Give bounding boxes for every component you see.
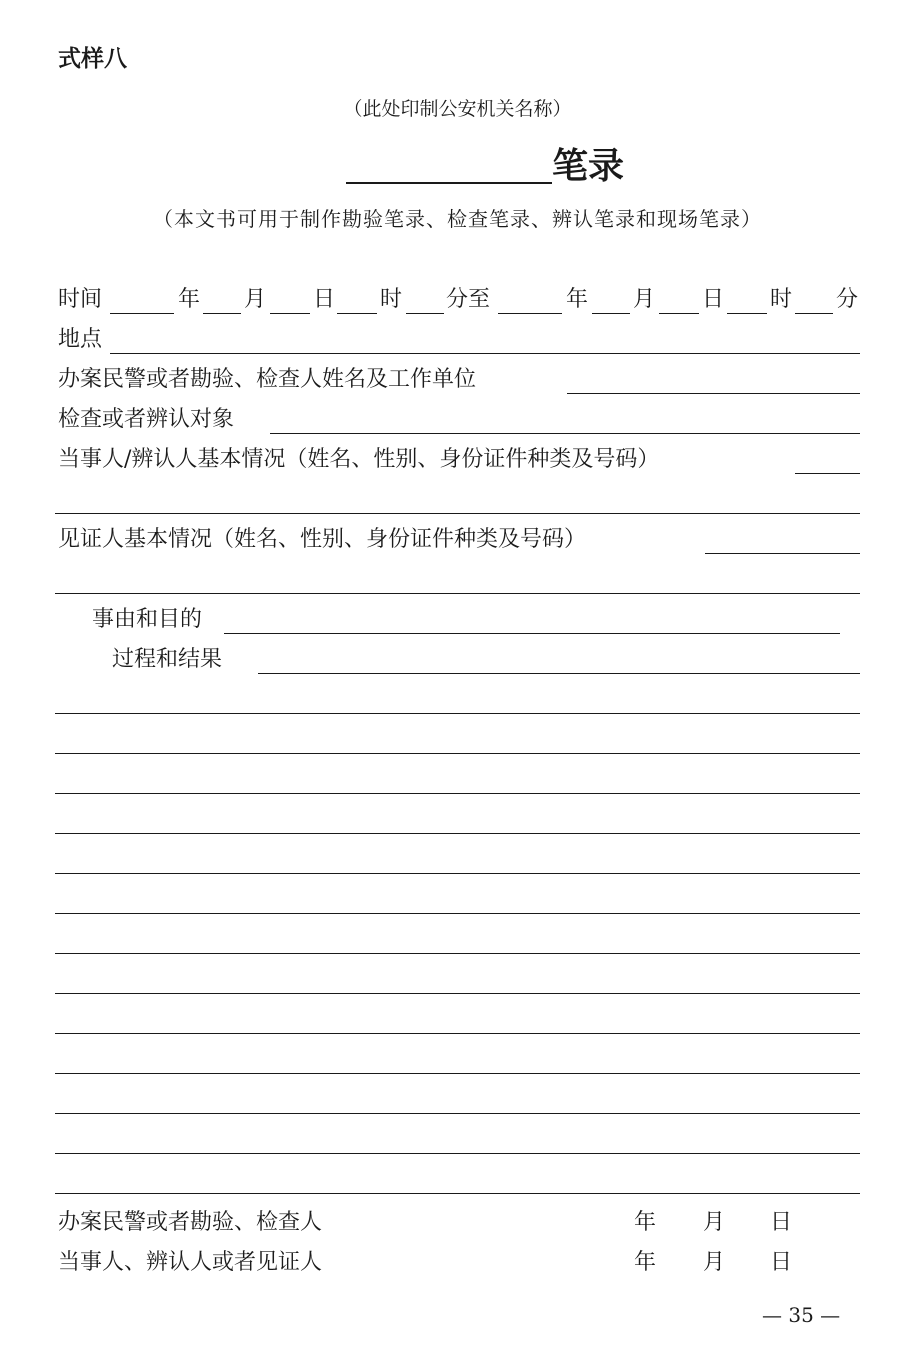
- end-hour-unit: 时: [770, 287, 793, 312]
- location-blank[interactable]: [110, 353, 860, 354]
- process-blank[interactable]: [258, 673, 860, 674]
- reason-blank[interactable]: [224, 633, 840, 634]
- witness-info-blank[interactable]: [705, 553, 860, 554]
- object-label: 检查或者辨认对象: [58, 407, 235, 432]
- start-day-unit: 日: [313, 287, 336, 312]
- start-hour-blank[interactable]: [337, 313, 377, 314]
- officer-signature-label: 办案民警或者勘验、检查人: [58, 1210, 323, 1235]
- officer-signature-month: 月: [703, 1210, 726, 1235]
- writing-line[interactable]: [55, 833, 860, 834]
- object-blank[interactable]: [270, 433, 860, 434]
- party-signature-label: 当事人、辨认人或者见证人: [58, 1250, 323, 1275]
- page-number: — 35 —: [762, 1303, 841, 1327]
- start-minute-blank[interactable]: [406, 313, 444, 314]
- time-label: 时间: [58, 287, 103, 312]
- writing-line[interactable]: [55, 713, 860, 714]
- writing-line[interactable]: [55, 1033, 860, 1034]
- writing-line[interactable]: [55, 873, 860, 874]
- witness-info-blank-line-2[interactable]: [55, 593, 860, 594]
- record-usage-note: （本文书可用于制作勘验笔录、检查笔录、辨认笔录和现场笔录）: [153, 207, 762, 231]
- process-label: 过程和结果: [112, 647, 223, 672]
- writing-line[interactable]: [55, 953, 860, 954]
- end-hour-blank[interactable]: [727, 313, 767, 314]
- reason-label: 事由和目的: [92, 607, 203, 632]
- party-info-blank-line-2[interactable]: [55, 513, 860, 514]
- record-type-blank[interactable]: [346, 182, 552, 184]
- end-year-blank[interactable]: [498, 313, 562, 314]
- end-day-unit: 日: [702, 287, 725, 312]
- party-signature-month: 月: [703, 1250, 726, 1275]
- writing-line[interactable]: [55, 913, 860, 914]
- end-minute-unit: 分: [836, 287, 859, 312]
- writing-line[interactable]: [55, 793, 860, 794]
- writing-line[interactable]: [55, 1113, 860, 1114]
- end-minute-blank[interactable]: [795, 313, 833, 314]
- officer-signature-day: 日: [770, 1210, 793, 1235]
- location-label: 地点: [58, 327, 103, 352]
- officer-signature-year: 年: [634, 1210, 657, 1235]
- start-minute-unit: 分至: [446, 287, 491, 312]
- start-year-unit: 年: [178, 287, 201, 312]
- witness-info-label: 见证人基本情况（姓名、性别、身份证件种类及号码）: [58, 527, 587, 552]
- agency-name-placeholder: （此处印制公安机关名称）: [343, 98, 572, 120]
- officer-blank[interactable]: [567, 393, 860, 394]
- party-info-blank[interactable]: [795, 473, 860, 474]
- writing-line[interactable]: [55, 1073, 860, 1074]
- record-title: 笔录: [552, 146, 625, 187]
- start-month-blank[interactable]: [203, 313, 241, 314]
- start-hour-unit: 时: [380, 287, 403, 312]
- writing-line[interactable]: [55, 1193, 860, 1194]
- party-signature-year: 年: [634, 1250, 657, 1275]
- party-signature-day: 日: [770, 1250, 793, 1275]
- start-year-blank[interactable]: [110, 313, 174, 314]
- writing-line[interactable]: [55, 1153, 860, 1154]
- end-day-blank[interactable]: [659, 313, 699, 314]
- end-year-unit: 年: [566, 287, 589, 312]
- officer-label: 办案民警或者勘验、检查人姓名及工作单位: [58, 367, 477, 392]
- start-month-unit: 月: [244, 287, 267, 312]
- writing-line[interactable]: [55, 993, 860, 994]
- end-month-blank[interactable]: [592, 313, 630, 314]
- party-info-label: 当事人/辨认人基本情况（姓名、性别、身份证件种类及号码）: [58, 447, 660, 472]
- form-style-label: 式样八: [58, 46, 127, 72]
- writing-line[interactable]: [55, 753, 860, 754]
- start-day-blank[interactable]: [270, 313, 310, 314]
- end-month-unit: 月: [633, 287, 656, 312]
